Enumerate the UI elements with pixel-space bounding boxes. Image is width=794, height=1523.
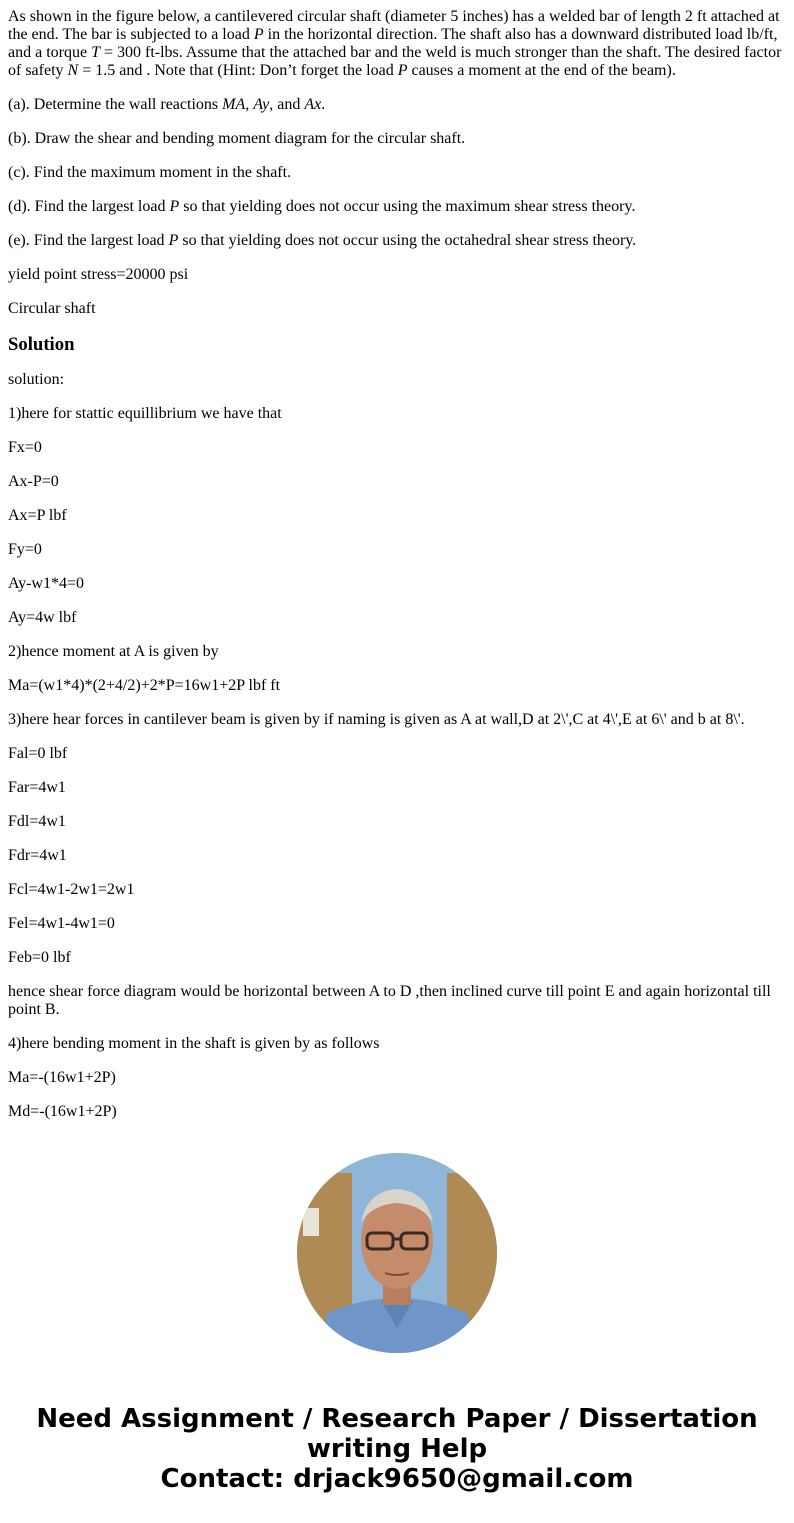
- solution-line: Ay-w1*4=0: [8, 575, 84, 592]
- solution-line: Far=4w1: [8, 779, 66, 796]
- var-p: P: [168, 232, 179, 249]
- author-avatar: [297, 1153, 497, 1353]
- footer-contact: Contact: drjack9650@gmail.com: [160, 1464, 634, 1494]
- text: (a). Determine the wall reactions: [8, 96, 223, 113]
- solution-line: Ma=-(16w1+2P): [8, 1069, 116, 1086]
- solution-line: 2)hence moment at A is given by: [8, 643, 219, 660]
- solution-heading: Solution: [8, 334, 75, 355]
- var-p: P: [169, 198, 180, 215]
- text: = 300 ft-lbs. Assume that the attached bar and the weld is much stronger than the shaft. The desired factor of safety: [8, 44, 782, 79]
- text: in the horizontal direction. The shaft also has a downward distributed load lb/ft, and a torque: [8, 26, 778, 61]
- var-ay: Ay: [253, 96, 270, 113]
- solution-line: solution:: [8, 371, 65, 388]
- footer-line-2: writing Help: [306, 1434, 488, 1464]
- part-e: [8, 232, 786, 250]
- solution-line: Md=-(16w1+2P): [8, 1103, 117, 1120]
- solution-lines: [8, 371, 786, 1121]
- var-p: P: [397, 62, 408, 79]
- part-d: [8, 198, 786, 216]
- solution-line: Ma=(w1*4)*(2+4/2)+2*P=16w1+2P lbf ft: [8, 677, 281, 694]
- solution-line: 4)here bending moment in the shaft is given by as follows: [8, 1035, 380, 1052]
- yield-stress: yield point stress=20000 psi: [8, 266, 189, 283]
- problem-intro: [8, 8, 786, 80]
- solution-line: 1)here for stattic equillibrium we have that: [8, 405, 282, 422]
- solution-line: Fx=0: [8, 439, 42, 456]
- var-t: T: [91, 44, 100, 61]
- solution-line: Feb=0 lbf: [8, 949, 71, 966]
- text: (d). Find the largest load: [8, 198, 170, 215]
- var-p: P: [253, 26, 264, 43]
- avatar-portrait-illustration: [297, 1153, 497, 1353]
- solution-line: Fy=0: [8, 541, 42, 558]
- text: .: [321, 96, 326, 113]
- figure-caption: Circular shaft: [8, 300, 96, 317]
- solution-line: Ax-P=0: [8, 473, 59, 490]
- solution-line: Fal=0 lbf: [8, 745, 68, 762]
- text: so that yielding does not occur using the maximum shear stress theory.: [179, 198, 636, 215]
- part-b: (b). Draw the shear and bending moment diagram for the circular shaft.: [8, 130, 466, 147]
- var-n: N: [67, 62, 79, 79]
- solution-line: Ax=P lbf: [8, 507, 67, 524]
- text: = 1.5 and . Note that (Hint: Don’t forget the load: [78, 62, 398, 79]
- text: , and: [269, 96, 305, 113]
- text: ,: [245, 96, 254, 113]
- solution-line: Ay=4w lbf: [8, 609, 77, 626]
- text: (e). Find the largest load: [8, 232, 169, 249]
- part-a: [8, 96, 786, 114]
- solution-line: Fdl=4w1: [8, 813, 66, 830]
- text: causes a moment at the end of the beam).: [407, 62, 676, 79]
- footer-line-1: Need Assignment / Research Paper / Dissertation: [36, 1404, 758, 1434]
- text: As shown in the figure below, a cantilevered circular shaft (diameter 5 inches) has a welded bar of length 2 ft attached at the end. The bar is subjected to a load: [8, 8, 780, 43]
- solution-line: 3)here hear forces in cantilever beam is given by if naming is given as A at wall,D at 2\',C at 4\',E at 6\' and b at 8\'.: [8, 711, 745, 728]
- article-content: [8, 0, 786, 1124]
- var-ma: MA: [222, 96, 246, 113]
- solution-line: Fcl=4w1-2w1=2w1: [8, 881, 135, 898]
- part-c: (c). Find the maximum moment in the shaft.: [8, 164, 292, 181]
- solution-line: hence shear force diagram would be horizontal between A to D ,then inclined curve till point E and again horizontal till point B.: [8, 983, 771, 1018]
- var-ax: Ax: [304, 96, 322, 113]
- footer-promo: [0, 1404, 794, 1494]
- solution-line: Fel=4w1-4w1=0: [8, 915, 115, 932]
- text: so that yielding does not occur using the octahedral shear stress theory.: [178, 232, 637, 249]
- solution-line: Fdr=4w1: [8, 847, 67, 864]
